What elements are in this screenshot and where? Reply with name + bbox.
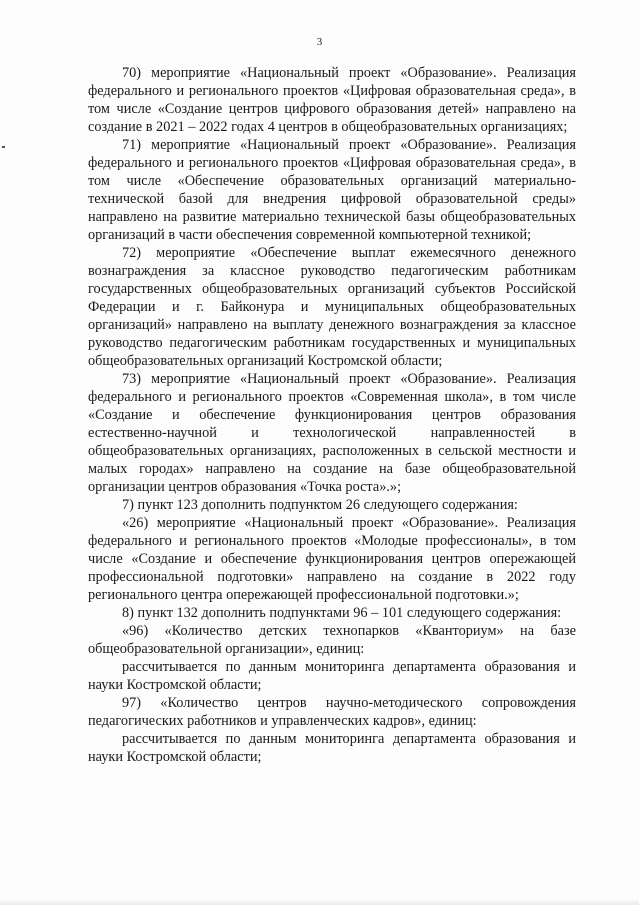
- paragraph-96-calc: рассчитывается по данным мониторинга департамента образования и науки Костромской области;: [88, 659, 576, 693]
- document-body: [88, 64, 576, 766]
- paragraph-26: «26) мероприятие «Национальный проект «Образование». Реализация федерального и регионального проектов «Молодые профессионалы», в том числе «Создание и обеспечение функционирования центров опережающей профессиональной подготовки» направлено на создание в 2022 году регионального центра опережающей профессиональной подготовки.»;: [88, 515, 576, 603]
- margin-mark: [2, 146, 5, 148]
- paragraph-97: 97) «Количество центров научно-методического сопровождения педагогических работников и управленческих кадров», единиц:: [88, 695, 576, 729]
- paragraph-item-7: 7) пункт 123 дополнить подпунктом 26 следующего содержания:: [122, 497, 518, 513]
- paragraph-72: 72) мероприятие «Обеспечение выплат ежемесячного денежного вознаграждения за классное руководство педагогическим работникам государственных общеобразовательных организаций субъектов Российской Федерации и г. Байконура и муниципальных общеобразовательных организаций» направлено на выплату денежного вознаграждения за классное руководство педагогическим работникам государственных и муниципальных общеобразовательных организаций Костромской области;: [88, 245, 576, 369]
- paragraph-71: 71) мероприятие «Национальный проект «Образование». Реализация федерального и регионального проектов «Цифровая образовательная среда», в том числе «Обеспечение образовательных организаций материально-технической базой для внедрения цифровой образовательной среды» направлено на развитие материально технической базы общеобразовательных организаций в части обеспечения современной компьютерной техникой;: [88, 137, 576, 243]
- page-number: 3: [316, 36, 323, 48]
- paragraph-96: «96) «Количество детских технопарков «Кванториум» на базе общеобразовательной организации», единиц:: [88, 623, 576, 657]
- paragraph-97-calc: рассчитывается по данным мониторинга департамента образования и науки Костромской области;: [88, 731, 576, 765]
- paragraph-73: 73) мероприятие «Национальный проект «Образование». Реализация федерального и регионального проектов «Современная школа», в том числе «Создание и обеспечение функционирования центров образования естественно-научной и технологической направленностей в общеобразовательных организациях, расположенных в сельской местности и малых городах» направлено на создание на базе общеобразовательной организации центров образования «Точка роста».»;: [88, 371, 576, 495]
- page-bottom-edge: [0, 899, 639, 905]
- paragraph-item-8: 8) пункт 132 дополнить подпунктами 96 – 101 следующего содержания:: [122, 605, 562, 621]
- paragraph-70: 70) мероприятие «Национальный проект «Образование». Реализация федерального и регионального проектов «Цифровая образовательная среда», в том числе «Создание центров цифрового образования детей» направлено на создание в 2021 – 2022 годах 4 центров в общеобразовательных организациях;: [88, 65, 576, 135]
